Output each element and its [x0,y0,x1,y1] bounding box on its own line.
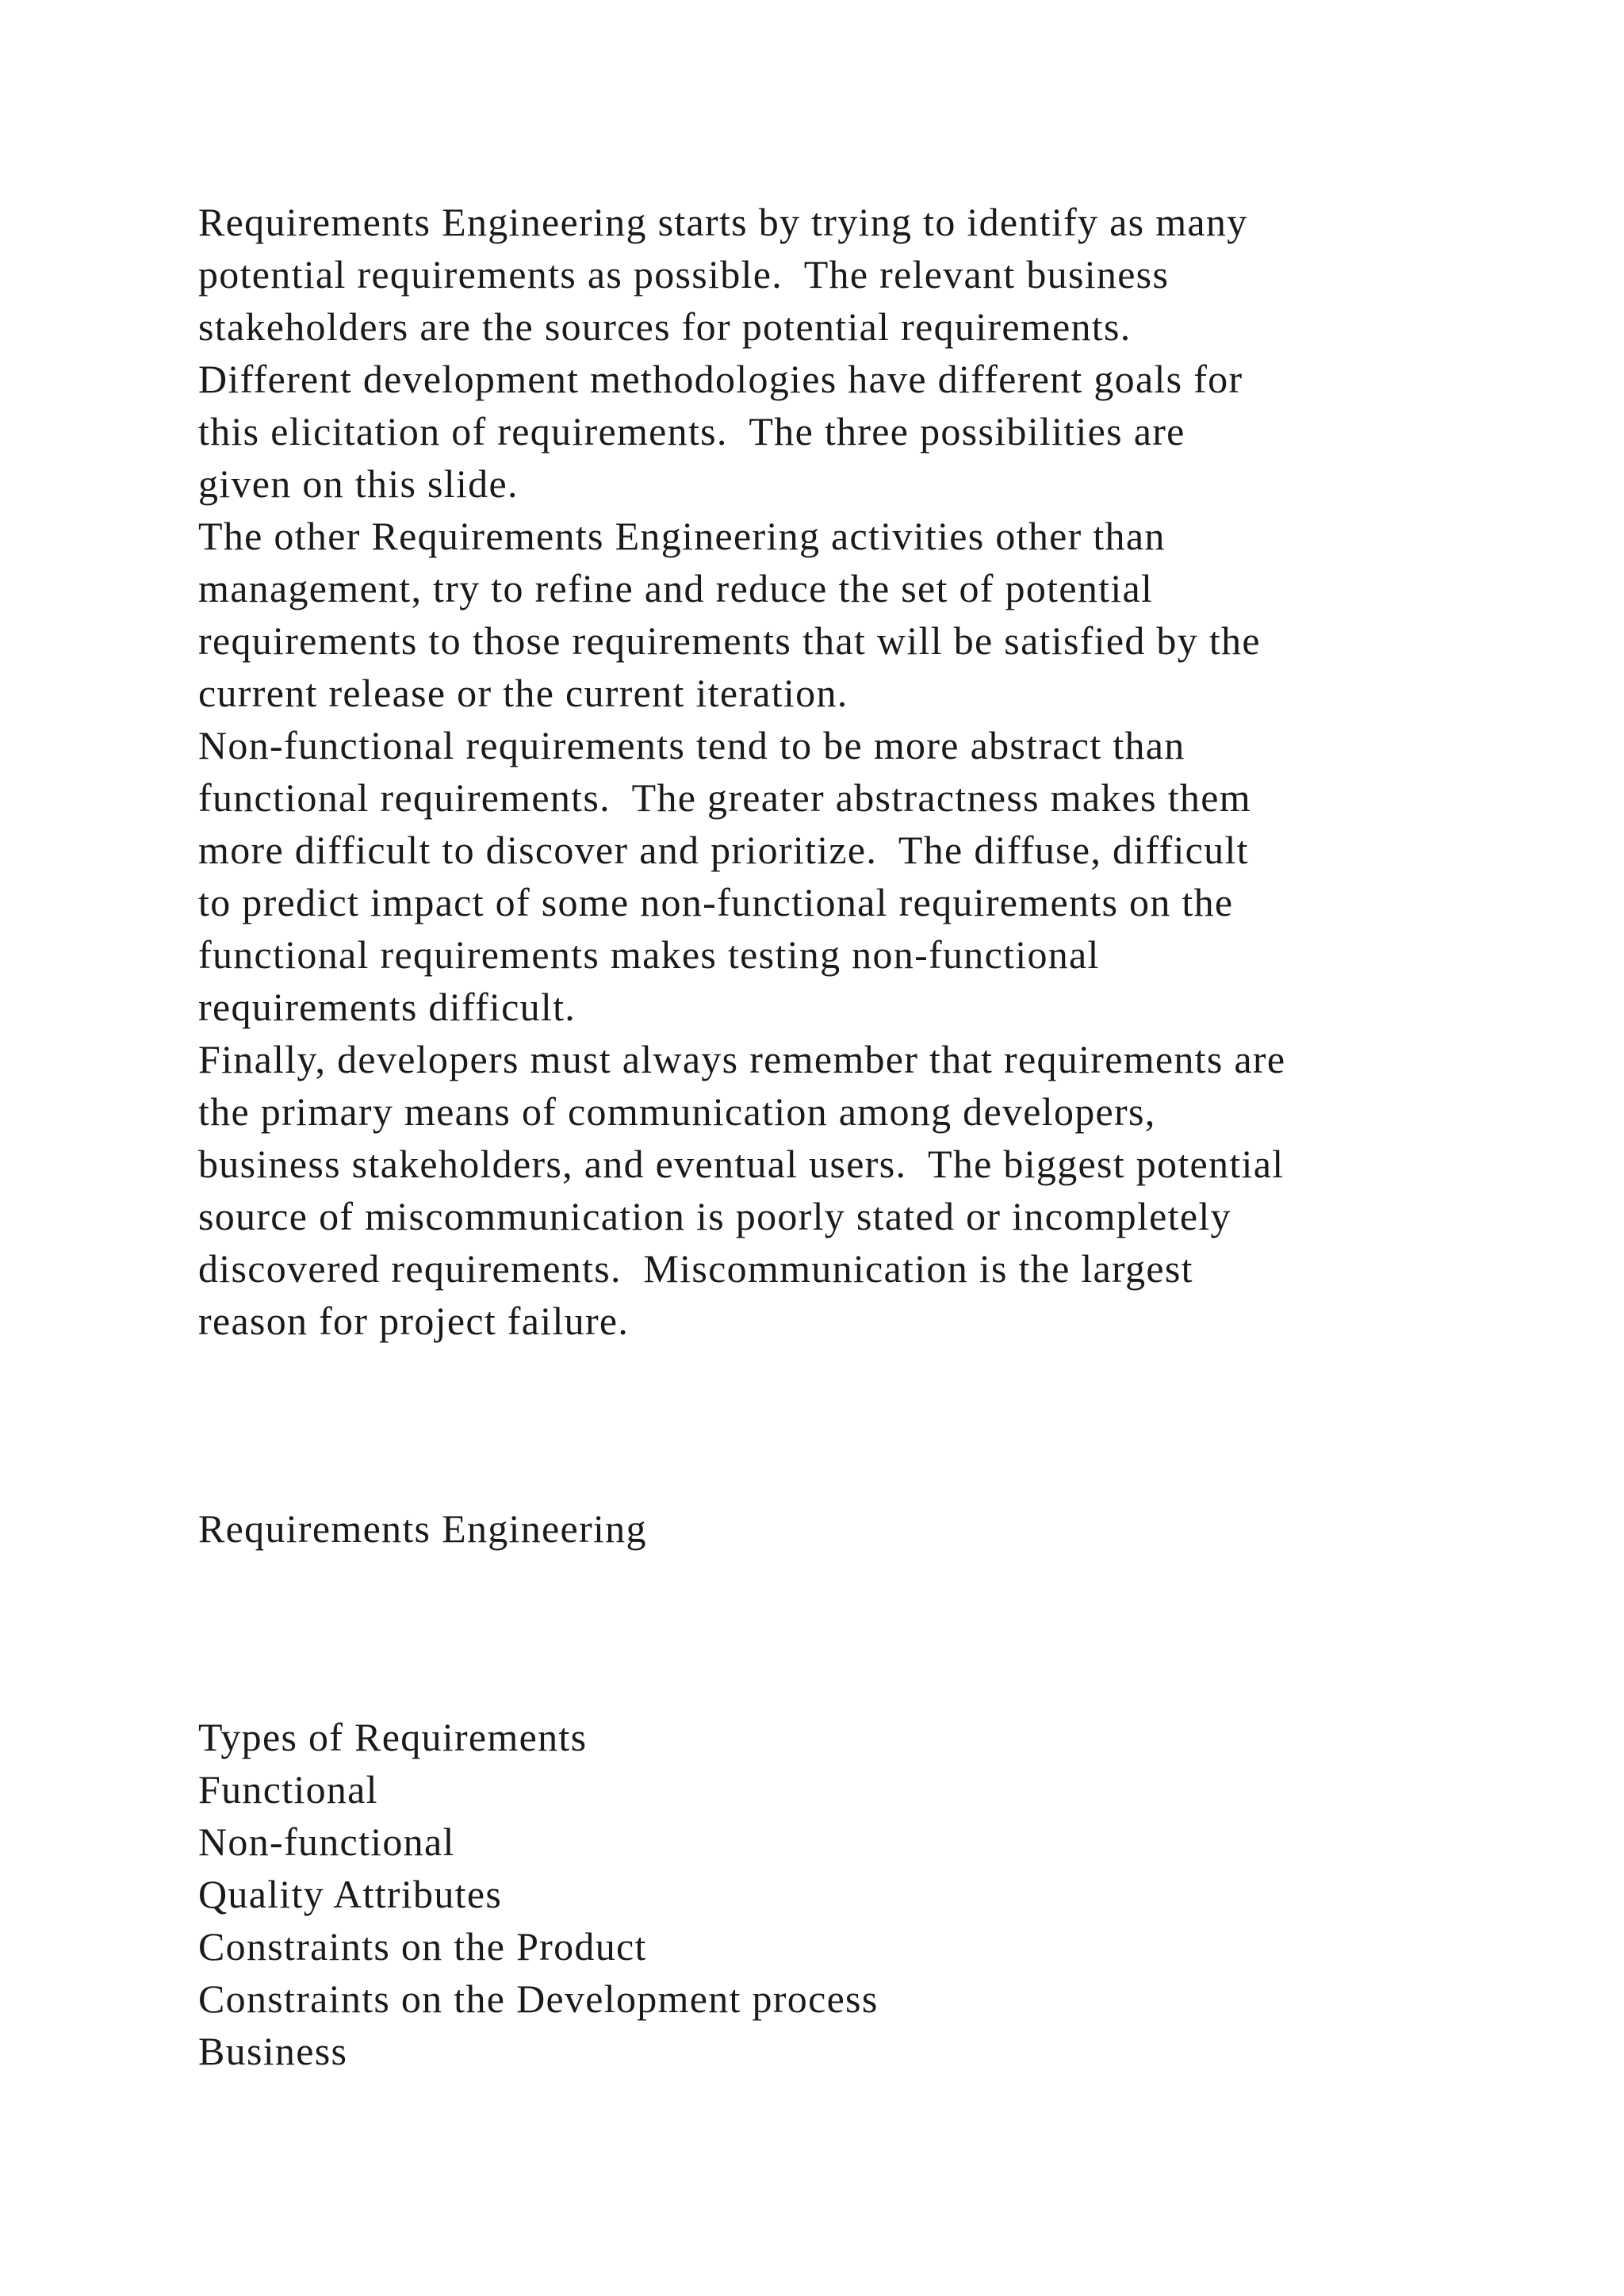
body-line: The other Requirements Engineering activities other than [198,514,1166,558]
body-line: the primary means of communication among developers, [198,1089,1156,1134]
body-line: Requirements Engineering starts by trying to identify as many [198,200,1248,244]
body-line: to predict impact of some non-functional requirements on the [198,880,1234,924]
body-line: requirements difficult. [198,985,576,1029]
body-line: management, try to refine and reduce the set of potential [198,566,1154,610]
body-line: source of miscommunication is poorly stated or incompletely [198,1194,1231,1238]
body-line: potential requirements as possible. The relevant business [198,252,1170,297]
body-line: this elicitation of requirements. The three possibilities are [198,409,1185,453]
types-list-item: Constraints on the Development process [198,1976,879,2021]
body-line: functional requirements. The greater abstractness makes them [198,775,1251,820]
body-line: discovered requirements. Miscommunication is the largest [198,1246,1193,1291]
types-list-item: Non-functional [198,1820,455,1864]
body-line: functional requirements makes testing non-functional [198,932,1100,977]
body-line: stakeholders are the sources for potential requirements. [198,304,1132,349]
body-line: Finally, developers must always remember that requirements are [198,1037,1286,1081]
types-heading: Types of Requirements [198,1715,588,1759]
types-list-item: Business [198,2029,348,2073]
body-line: current release or the current iteration. [198,671,848,715]
body-line: reason for project failure. [198,1299,630,1343]
section-title: Requirements Engineering [198,1506,647,1551]
types-list-item: Constraints on the Product [198,1924,647,1969]
body-line: Different development methodologies have different goals for [198,357,1243,401]
body-line: requirements to those requirements that will be satisfied by the [198,618,1261,663]
body-line: given on this slide. [198,461,519,506]
body-line: more difficult to discover and prioritize. The diffuse, difficult [198,828,1249,872]
body-line: Non-functional requirements tend to be more abstract than [198,723,1185,767]
types-list-item: Functional [198,1767,378,1812]
types-list-item: Quality Attributes [198,1872,503,1916]
body-line: business stakeholders, and eventual users. The biggest potential [198,1142,1285,1186]
